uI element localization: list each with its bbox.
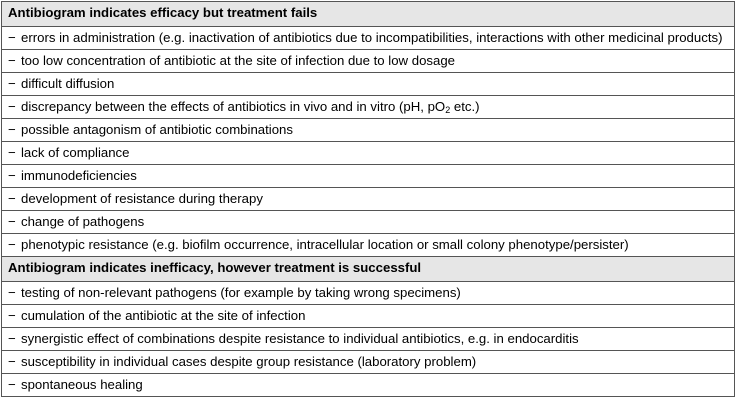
item-text: phenotypic resistance (e.g. biofilm occurrence, intracellular location or small colony phenotype/persister) bbox=[21, 237, 629, 252]
dash-bullet: − bbox=[8, 168, 16, 183]
list-item bbox=[2, 282, 735, 305]
table-row bbox=[2, 96, 735, 119]
dash-bullet: − bbox=[8, 354, 16, 369]
table-row bbox=[2, 234, 735, 257]
list-item bbox=[2, 96, 735, 119]
list-item bbox=[2, 234, 735, 257]
table-row bbox=[2, 73, 735, 96]
list-item bbox=[2, 374, 735, 397]
item-text: lack of compliance bbox=[21, 145, 130, 160]
table-row bbox=[2, 142, 735, 165]
list-item bbox=[2, 351, 735, 374]
item-text: difficult diffusion bbox=[21, 76, 115, 91]
list-item bbox=[2, 119, 735, 142]
item-text: errors in administration (e.g. inactivation of antibiotics due to incompatibilities, interactions with other medicinal products) bbox=[21, 30, 723, 45]
dash-bullet: − bbox=[8, 285, 16, 300]
dash-bullet: − bbox=[8, 191, 16, 206]
item-text: possible antagonism of antibiotic combinations bbox=[21, 122, 293, 137]
list-item bbox=[2, 27, 735, 50]
item-text: development of resistance during therapy bbox=[21, 191, 263, 206]
dash-bullet: − bbox=[8, 214, 16, 229]
list-item bbox=[2, 50, 735, 73]
list-item bbox=[2, 165, 735, 188]
dash-bullet: − bbox=[8, 30, 16, 45]
list-item bbox=[2, 211, 735, 234]
dash-bullet: − bbox=[8, 237, 16, 252]
table-row bbox=[2, 282, 735, 305]
item-text: cumulation of the antibiotic at the site of infection bbox=[21, 308, 306, 323]
section-header-row bbox=[2, 2, 735, 27]
table-row bbox=[2, 188, 735, 211]
subscript: 2 bbox=[445, 105, 451, 115]
section-heading: Antibiogram indicates efficacy but treatment fails bbox=[2, 2, 735, 27]
list-item bbox=[2, 305, 735, 328]
item-text: testing of non-relevant pathogens (for example by taking wrong specimens) bbox=[21, 285, 461, 300]
dash-bullet: − bbox=[8, 331, 16, 346]
list-item bbox=[2, 73, 735, 96]
dash-bullet: − bbox=[8, 377, 16, 392]
table-row bbox=[2, 328, 735, 351]
item-text-pre: discrepancy between the effects of antibiotics in vivo and in vitro (pH, pO bbox=[21, 99, 446, 114]
table-row bbox=[2, 351, 735, 374]
item-text: synergistic effect of combinations despite resistance to individual antibiotics, e.g. in endocarditis bbox=[21, 331, 579, 346]
table-row bbox=[2, 119, 735, 142]
dash-bullet: − bbox=[8, 145, 16, 160]
item-text: too low concentration of antibiotic at the site of infection due to low dosage bbox=[21, 53, 455, 68]
item-text: change of pathogens bbox=[21, 214, 145, 229]
dash-bullet: − bbox=[8, 53, 16, 68]
table-row bbox=[2, 50, 735, 73]
item-text-post: etc.) bbox=[450, 99, 480, 114]
item-text: susceptibility in individual cases despite group resistance (laboratory problem) bbox=[21, 354, 477, 369]
section-header-row bbox=[2, 257, 735, 282]
table-row bbox=[2, 211, 735, 234]
item-text: immunodeficiencies bbox=[21, 168, 137, 183]
table-row bbox=[2, 305, 735, 328]
list-item bbox=[2, 328, 735, 351]
dash-bullet: − bbox=[8, 76, 16, 91]
dash-bullet: − bbox=[8, 99, 16, 114]
item-text: spontaneous healing bbox=[21, 377, 143, 392]
dash-bullet: − bbox=[8, 122, 16, 137]
table-row bbox=[2, 165, 735, 188]
dash-bullet: − bbox=[8, 308, 16, 323]
list-item bbox=[2, 188, 735, 211]
section-heading: Antibiogram indicates inefficacy, however treatment is successful bbox=[2, 257, 735, 282]
antibiogram-table bbox=[1, 1, 735, 397]
list-item bbox=[2, 142, 735, 165]
table-row bbox=[2, 374, 735, 397]
table-row bbox=[2, 27, 735, 50]
